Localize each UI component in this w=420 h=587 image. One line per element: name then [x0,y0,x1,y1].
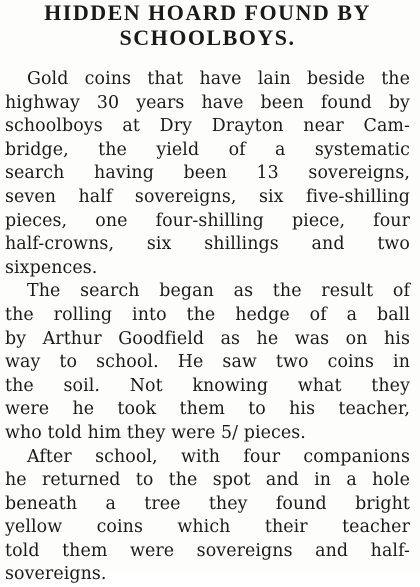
text-line: way to school. He saw two coins in [5,351,410,375]
text-line: The search began as the result of [5,280,410,304]
text-line: seven half sovereigns, six five-shilling [5,186,410,210]
text-line: the rolling into the hedge of a ball [5,304,410,328]
article-body [5,68,410,587]
text-line: by Arthur Goodfield as he was on his [5,328,410,352]
text-line: bridge, the yield of a systematic [5,139,410,163]
text-line: told them were sovereigns and half- [5,540,410,564]
text-line: yellow coins which their teacher [5,516,410,540]
text-line: sovereigns. [5,563,410,587]
text-line: highway 30 years have been found by [5,92,410,116]
text-line: half-crowns, six shillings and two [5,233,410,257]
paragraph-2 [5,280,410,445]
text-line: schoolboys at Dry Drayton near Cam- [5,115,410,139]
text-line: beneath a tree they found bright [5,493,410,517]
text-line: pieces, one four-shilling piece, four [5,210,410,234]
headline [5,0,410,50]
text-line: Gold coins that have lain beside the [5,68,410,92]
text-line: sixpences. [5,257,410,281]
paragraph-3 [5,446,410,587]
text-line: search having been 13 sovereigns, [5,162,410,186]
headline-line-1: HIDDEN HOARD FOUND BY [5,0,410,25]
text-line: were he took them to his teacher, [5,398,410,422]
text-line: he returned to the spot and in a hole [5,469,410,493]
text-line: who told him they were 5/ pieces. [5,422,410,446]
paragraph-1 [5,68,410,280]
headline-line-2: SCHOOLBOYS. [5,25,410,50]
text-line: the soil. Not knowing what they [5,375,410,399]
text-line: After school, with four companions [5,446,410,470]
